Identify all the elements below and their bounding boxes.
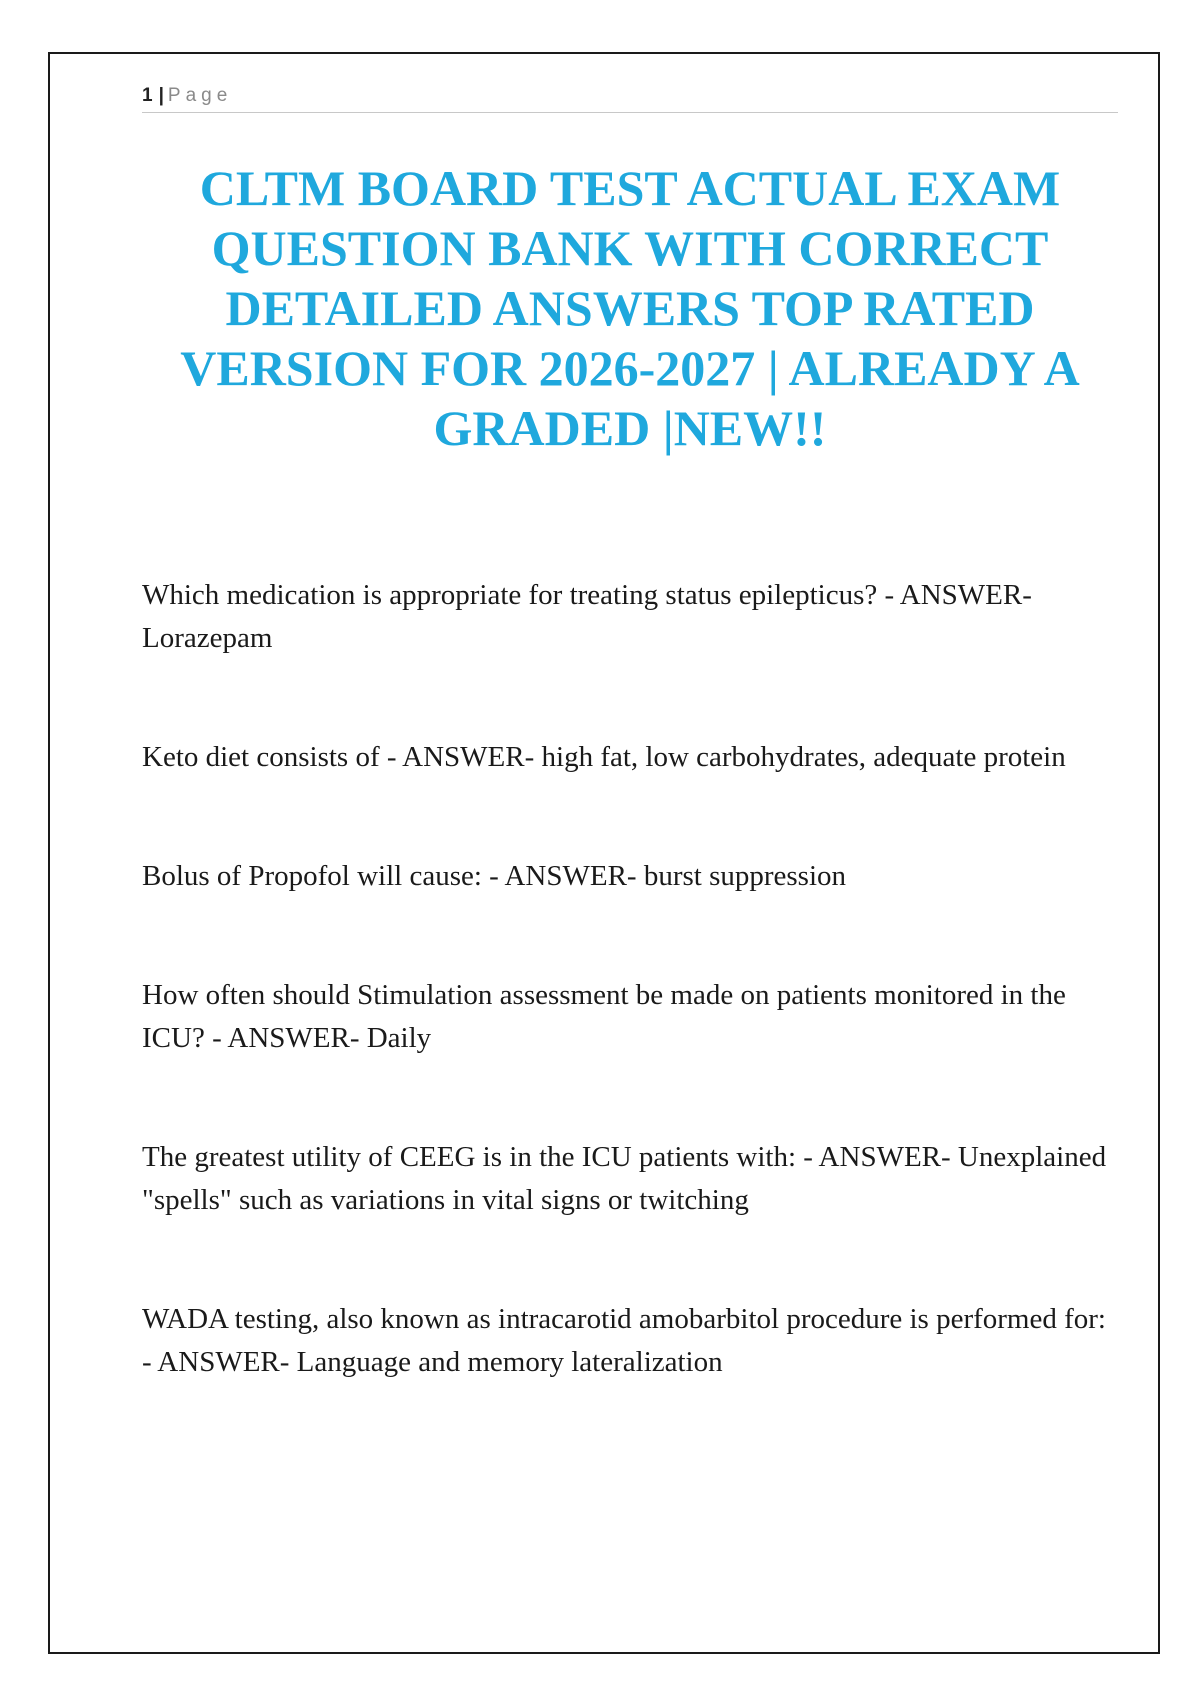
qa-item-4: How often should Stimulation assessment be made on patients monitored in the ICU? - ANSWER- Daily xyxy=(142,979,1066,1054)
page-header xyxy=(142,82,1118,113)
qa-item-3: Bolus of Propofol will cause: - ANSWER- burst suppression xyxy=(142,860,847,892)
page-number: 1 xyxy=(142,85,153,106)
question-answer-list xyxy=(142,574,1112,1460)
qa-item-1: Which medication is appropriate for treating status epilepticus? - ANSWER- Lorazepam xyxy=(142,579,1032,654)
qa-item-6: WADA testing, also known as intracarotid amobarbitol procedure is performed for: - ANSWER- Language and memory lateralization xyxy=(142,1303,1106,1378)
document-page xyxy=(48,52,1160,1654)
page-separator: | xyxy=(158,85,164,106)
qa-item-2: Keto diet consists of - ANSWER- high fat, low carbohydrates, adequate protein xyxy=(142,741,1066,773)
qa-item-5: The greatest utility of CEEG is in the ICU patients with: - ANSWER- Unexplained "spells" such as variations in vital signs or twitching xyxy=(142,1141,1107,1216)
page-label: Page xyxy=(167,85,233,106)
document-title: CLTM BOARD TEST ACTUAL EXAM QUESTION BANK WITH CORRECT DETAILED ANSWERS TOP RATED VERSION FOR 2026-2027 | ALREADY A GRADED |NEW!! xyxy=(180,160,1080,456)
